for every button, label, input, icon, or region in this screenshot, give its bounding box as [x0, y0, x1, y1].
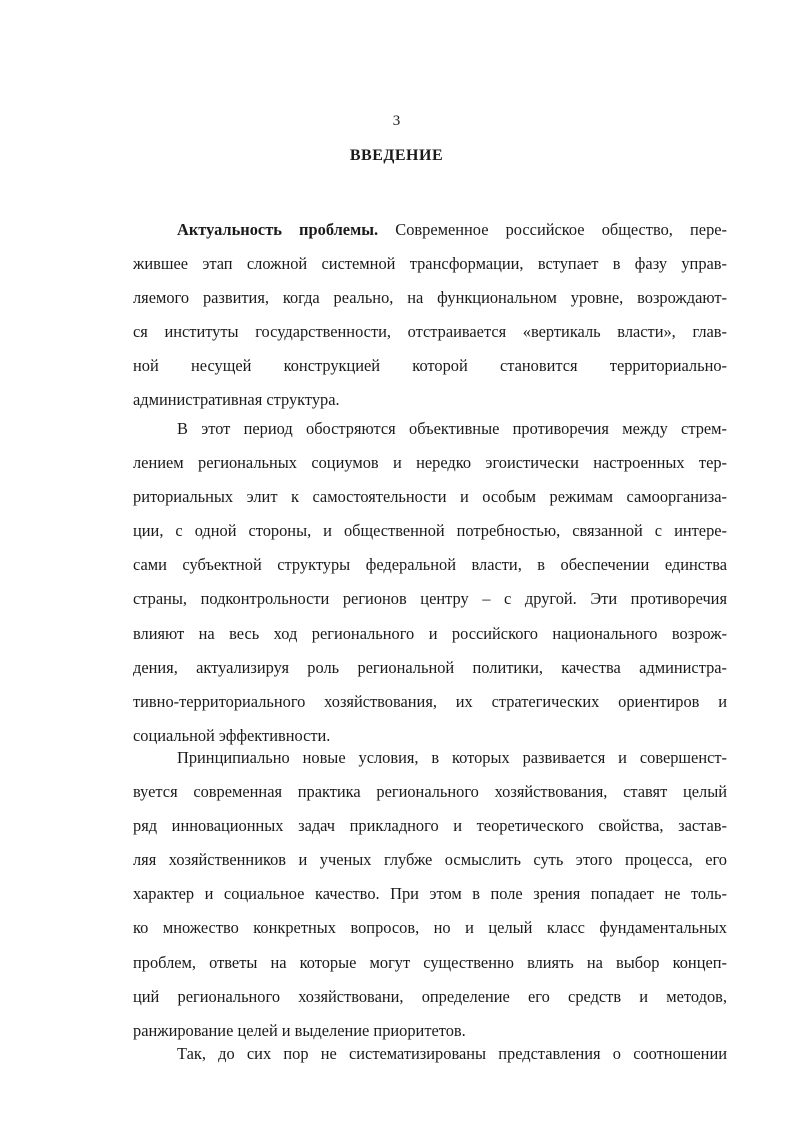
paragraph-line: ций регионального хозяйствовани, определение его средств и методов,: [133, 986, 727, 1006]
paragraph-line: дения, актуализируя роль региональной политики, качества администра-: [133, 657, 727, 677]
paragraph-line: административная структура.: [133, 390, 340, 410]
paragraph-line: Так, до сих пор не систематизированы представления о соотношении: [177, 1044, 727, 1063]
paragraph-line: ряд инновационных задач прикладного и теоретического свойства, застав-: [133, 816, 727, 836]
paragraph-contradictions: [133, 412, 727, 753]
paragraph-line: риториальных элит к самостоятельности и особым режимам самоорганиза-: [133, 487, 727, 507]
paragraph-line: влияют на весь ход регионального и российского национального возрож-: [133, 623, 727, 643]
paragraph-lead: Актуальность проблемы.: [177, 220, 379, 239]
paragraph-line: ко множество конкретных вопросов, но и целый класс фундаментальных: [133, 918, 727, 938]
page-number: 3: [392, 113, 401, 129]
paragraph-line: ляемого развития, когда реально, на функциональном уровне, возрождают-: [133, 288, 727, 308]
paragraph-relevance: [133, 213, 727, 418]
paragraph-line: ранжирование целей и выделение приоритетов.: [133, 1020, 466, 1040]
paragraph-line: ся институты государственности, отстраивается «вертикаль власти», глав-: [133, 322, 727, 342]
paragraph-line: сами субъектной структуры федеральной власти, в обеспечении единства: [133, 555, 727, 575]
paragraph-line: характер и социальное качество. При этом в поле зрения попадает не толь-: [133, 884, 727, 904]
paragraph-line: жившее этап сложной системной трансформации, вступает в фазу управ-: [133, 254, 727, 274]
paragraph-line: тивно-территориального хозяйствования, их стратегических ориентиров и: [133, 691, 727, 711]
paragraph-line: страны, подконтрольности регионов центру – с другой. Эти противоречия: [133, 589, 727, 609]
paragraph-line: лением региональных социумов и нередко эгоистически настроенных тер-: [133, 453, 727, 473]
section-heading: ВВЕДЕНИЕ: [349, 147, 444, 164]
paragraph-continuation: [133, 1037, 727, 1071]
paragraph-line: ции, с одной стороны, и общественной потребностью, связанной с интере-: [133, 521, 727, 541]
paragraph-line: социальной эффективности.: [133, 725, 331, 745]
paragraph-line: ной несущей конструкцией которой становится территориально-: [133, 356, 727, 376]
paragraph-line: вуется современная практика регионального хозяйствования, ставят целый: [133, 782, 727, 802]
paragraph-new-conditions: [133, 741, 727, 1048]
paragraph-line: В этот период обостряются объективные противоречия между стрем-: [177, 419, 727, 438]
paragraph-line: Актуальность проблемы. Современное российское общество, пере-: [177, 220, 727, 239]
paragraph-line: Принципиально новые условия, в которых развивается и совершенст-: [177, 748, 727, 767]
paragraph-line: проблем, ответы на которые могут существенно влиять на выбор концеп-: [133, 952, 727, 972]
paragraph-line: ляя хозяйственников и ученых глубже осмыслить суть этого процесса, его: [133, 850, 727, 870]
